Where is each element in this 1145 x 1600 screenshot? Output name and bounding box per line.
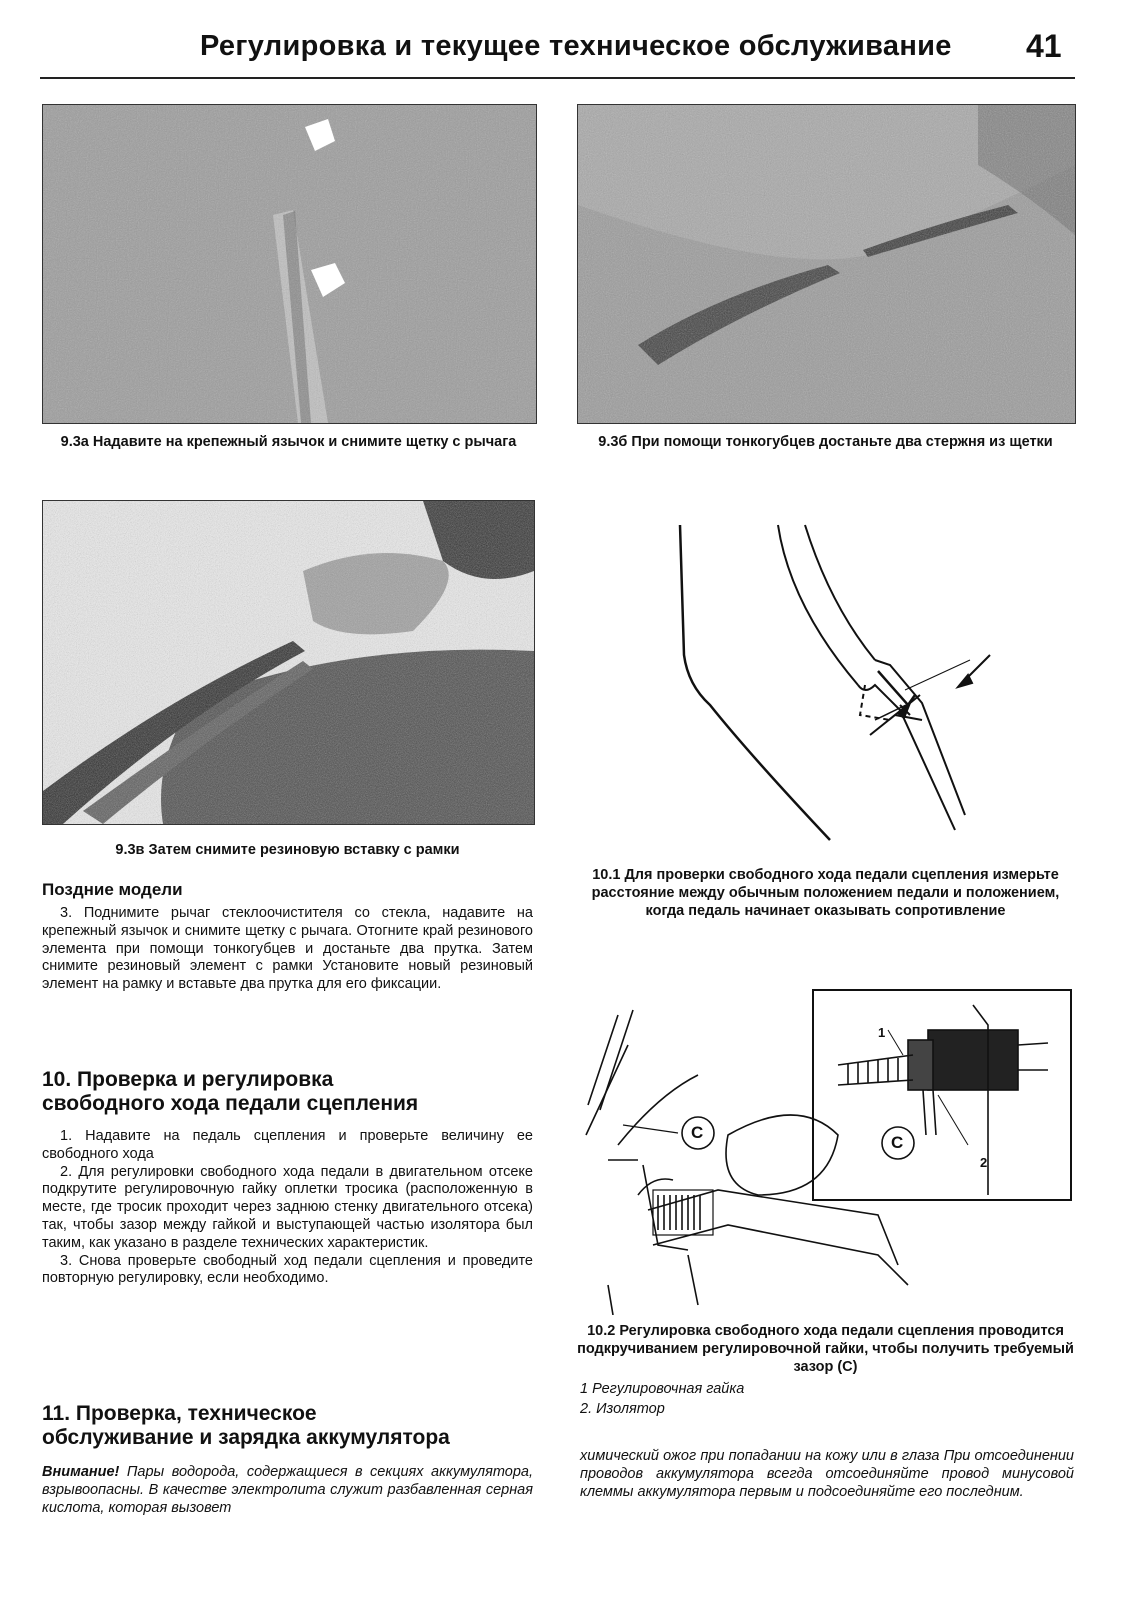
section-10-paragraph-1: 1. Надавите на педаль сцепления и проверьте величину ее свободного хода (42, 1128, 533, 1162)
label-1: 1 (878, 1025, 886, 1040)
running-header-title: Регулировка и текущее техническое обслуживание (200, 30, 952, 62)
warning-label: Внимание! (42, 1464, 120, 1480)
photo-9-3b (577, 104, 1076, 424)
label-c-left: C (691, 1123, 704, 1142)
section-10-heading-line1: 10. Проверка и регулировка (42, 1068, 334, 1091)
caption-9-3a: 9.3а Надавите на крепежный язычок и снимите щетку с рычага (60, 434, 517, 450)
battery-warning-continued: химический ожог при попадании на кожу или в глаза При отсоединении проводов аккумулятора всегда отсоединяйте провод минусовой клеммы аккумулятора первым и подсоединяйте его последним. (580, 1448, 1074, 1500)
photo-9-3v (42, 500, 535, 825)
warning-text: Пары водорода, содержащиеся в секциях аккумулятора, взрывоопасны. В качестве электролита служит разбавленная серная кислота, которая вызовет (42, 1464, 533, 1516)
battery-warning (42, 1464, 533, 1517)
label-2: 2 (980, 1155, 988, 1170)
header-rule (40, 77, 1075, 79)
late-models-heading: Поздние модели (42, 880, 183, 899)
legend-item-1: 1 Регулировочная гайка (580, 1381, 745, 1397)
page-number: 41 (1026, 28, 1062, 64)
label-c-right: C (891, 1133, 904, 1152)
caption-10-2: 10.2 Регулировка свободного хода педали сцепления проводится подкручиванием регулировочной гайки, чтобы получить требуемый зазор (С) (577, 1323, 1074, 1375)
late-models-paragraph: 3. Поднимите рычаг стеклоочистителя со стекла, надавите на крепежный язычок и снимите щетку с рычага. Отогните край резинового элемента при помощи тонкогубцев и достаньте два прутка. Затем снимите резиновый элемент с рамки Установите новый резиновый элемент на рамку и вставьте два прутка для его фиксации. (42, 905, 533, 993)
section-10-text (42, 1128, 533, 1288)
section-10-paragraph-3: 3. Снова проверьте свободный ход педали сцепления и проведите повторную регулировку, если необходимо. (42, 1252, 533, 1287)
drawing-10-1 (660, 515, 1000, 845)
caption-9-3v: 9.3в Затем снимите резиновую вставку с рамки (115, 842, 460, 858)
section-11-heading-line2: обслуживание и зарядка аккумулятора (42, 1426, 450, 1449)
section-10-paragraph-2: 2. Для регулировки свободного хода педали в двигательном отсеке подкрутите регулировочную гайку оплетки тросика (расположенную в месте, где тросик проходит через заднюю стенку двигательного отсека) так, чтобы зазор между гайкой и выступающей частью изолятора был таким, как указано в разделе технических характеристик. (42, 1163, 533, 1251)
section-10-heading-line2: свободного хода педали сцепления (42, 1092, 419, 1115)
section-10-heading (42, 1068, 533, 1116)
caption-9-3b: 9.3б При помощи тонкогубцев достаньте два стержня из щетки (598, 434, 1053, 450)
photo-9-3a (42, 104, 537, 424)
late-models-text (42, 905, 533, 994)
section-11-heading (42, 1402, 533, 1450)
caption-10-1: 10.1 Для проверки свободного хода педали сцепления измерьте расстояние между обычным положением педали и положением, когда педаль начинает оказывать сопротивление (591, 867, 1060, 919)
section-11-heading-line1: 11. Проверка, техническое (42, 1402, 317, 1425)
legend-item-2: 2. Изолятор (580, 1401, 665, 1417)
drawing-10-2 (578, 985, 1076, 1315)
